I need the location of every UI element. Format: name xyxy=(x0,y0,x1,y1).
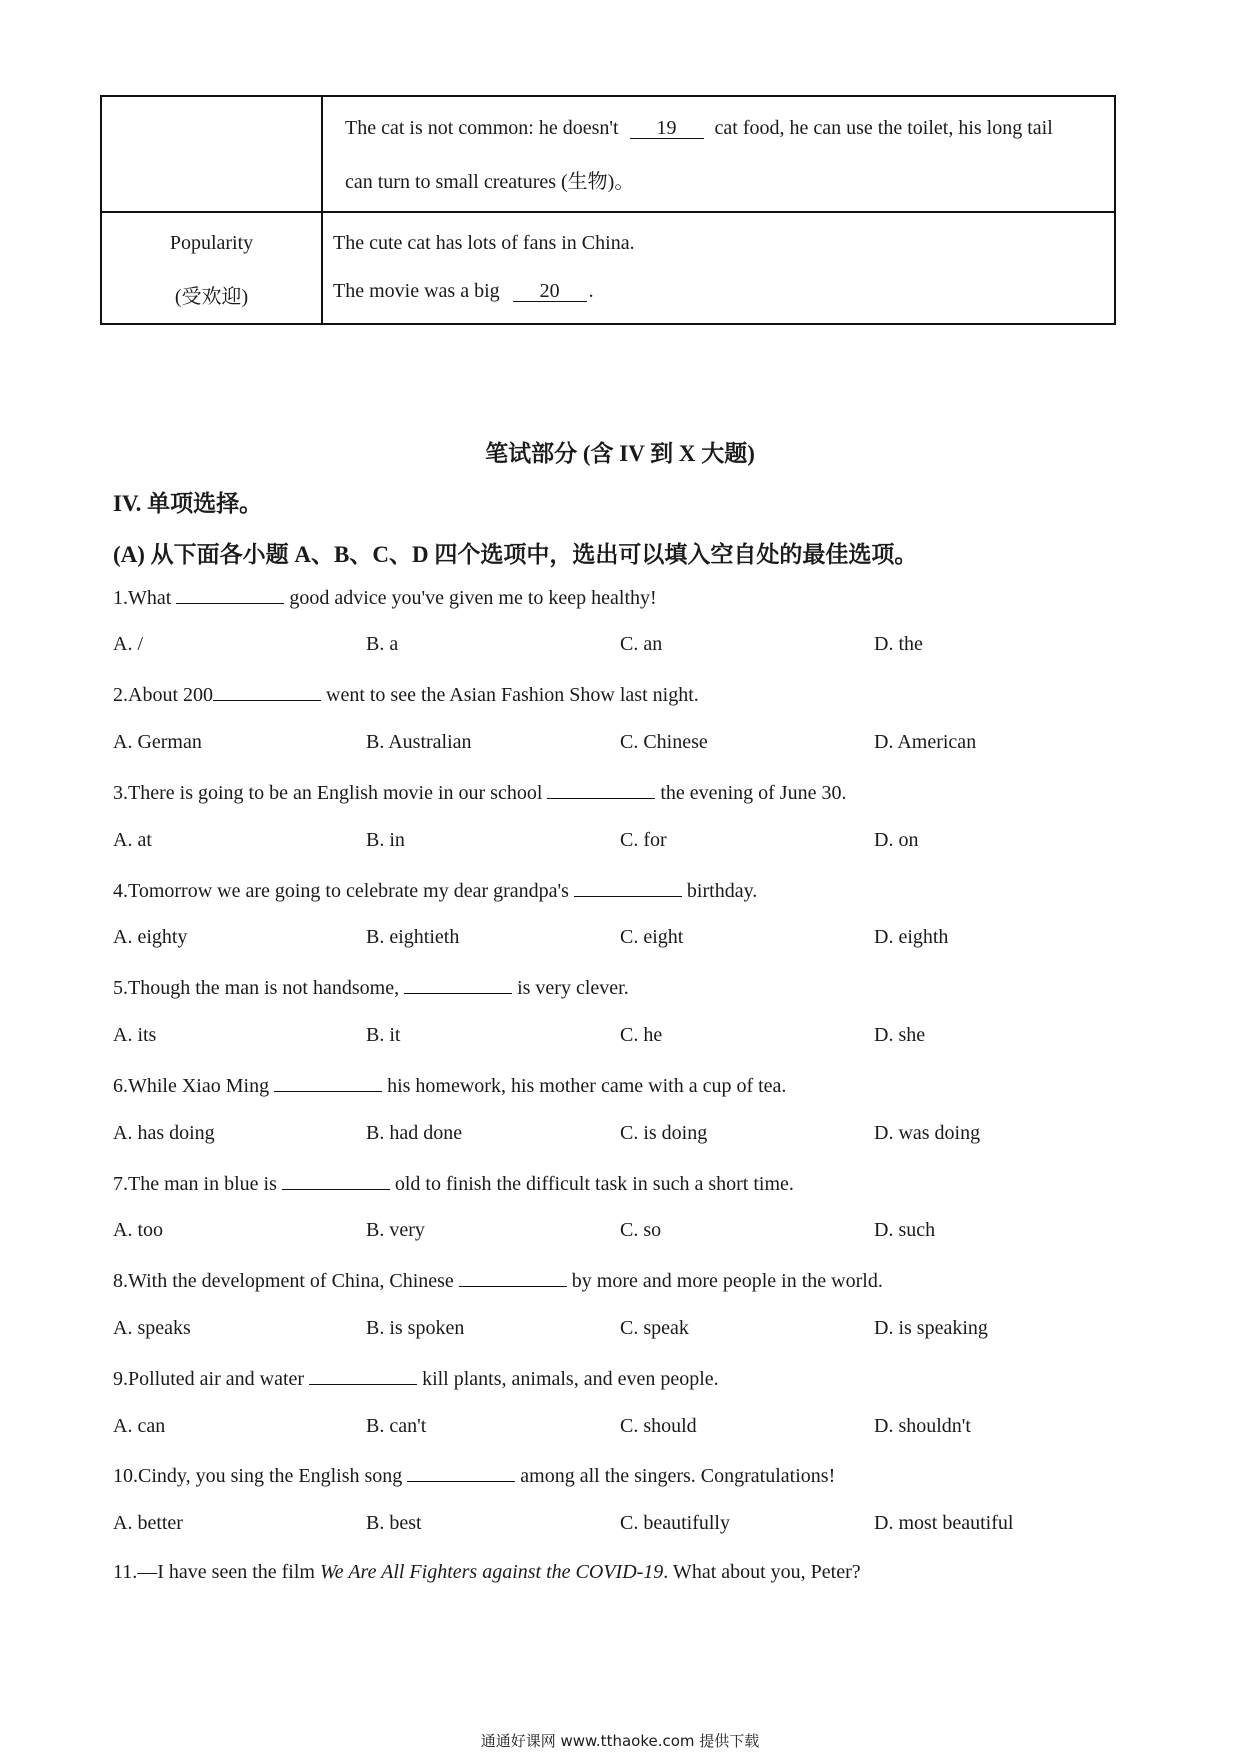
option-b: B. is spoken xyxy=(366,1317,465,1339)
option-a: A. at xyxy=(113,829,152,851)
option-c: C. should xyxy=(620,1415,697,1437)
table-row1-line1 xyxy=(345,117,1053,140)
question-text: 5.Though the man is not handsome, xyxy=(113,977,400,999)
popularity-label-cn: (受欢迎) xyxy=(174,286,249,308)
page-footer: 通通好课网 www.tthaoke.com 提供下载 xyxy=(480,1732,760,1750)
option-b: B. had done xyxy=(366,1122,463,1144)
question-text: 1.What xyxy=(113,587,172,609)
option-a: A. its xyxy=(113,1024,157,1046)
table-row2-line1: The cute cat has lots of fans in China. xyxy=(333,232,635,254)
question-text: the evening of June 30. xyxy=(660,782,847,804)
option-a: A. German xyxy=(113,731,202,753)
option-d: D. she xyxy=(874,1024,926,1046)
option-d: D. the xyxy=(874,633,923,655)
blank-20: 20 xyxy=(513,281,587,302)
option-d: D. most beautiful xyxy=(874,1512,1014,1534)
option-b: B. eightieth xyxy=(366,926,460,948)
answer-blank xyxy=(459,1268,567,1287)
option-c: C. an xyxy=(620,633,663,655)
question-3 xyxy=(113,780,846,805)
question-7 xyxy=(113,1171,794,1196)
option-c: C. beautifully xyxy=(620,1512,730,1534)
question-6 xyxy=(113,1073,786,1098)
option-c: C. Chinese xyxy=(620,731,708,753)
blank-19: 19 xyxy=(630,118,704,139)
answer-blank xyxy=(407,1463,515,1482)
info-table xyxy=(100,95,1116,325)
question-9 xyxy=(113,1366,719,1391)
popularity-label: Popularity xyxy=(169,232,254,254)
question-text: 7.The man in blue is xyxy=(113,1173,277,1195)
question-text: 6.While Xiao Ming xyxy=(113,1075,270,1097)
table-row1-line2: can turn to small creatures (生物)。 xyxy=(345,171,635,193)
question-8 xyxy=(113,1268,883,1293)
option-b: B. a xyxy=(366,633,399,655)
answer-blank xyxy=(404,975,512,994)
row1-text-before-blank: The cat is not common: he doesn't xyxy=(345,117,619,139)
question-text: 2.About 200 xyxy=(113,684,213,706)
answer-blank xyxy=(274,1073,382,1092)
question-text: 9.Polluted air and water xyxy=(113,1368,305,1390)
option-d: D. is speaking xyxy=(874,1317,988,1339)
question-text: old to finish the difficult task in such a short time. xyxy=(394,1173,794,1195)
question-11 xyxy=(113,1561,861,1584)
option-c: C. so xyxy=(620,1219,662,1241)
question-text: is very clever. xyxy=(517,977,629,999)
part-heading: IV. 单项选择。 xyxy=(113,491,263,516)
question-text: 8.With the development of China, Chinese xyxy=(113,1270,454,1292)
option-d: D. American xyxy=(874,731,977,753)
film-title: We Are All Fighters against the COVID-19 xyxy=(319,1561,664,1583)
row2-text-before-blank: The movie was a big xyxy=(333,280,500,302)
table-column-divider xyxy=(321,97,323,323)
question-text: good advice you've given me to keep healthy! xyxy=(289,587,657,609)
question-text: went to see the Asian Fashion Show last night. xyxy=(326,684,699,706)
option-a: A. better xyxy=(113,1512,183,1534)
option-d: D. on xyxy=(874,829,919,851)
option-d: D. was doing xyxy=(874,1122,981,1144)
option-a: A. too xyxy=(113,1219,163,1241)
answer-blank xyxy=(213,682,321,701)
q11-prefix: 11.—I have seen the film xyxy=(113,1561,320,1583)
question-text: 4.Tomorrow we are going to celebrate my dear grandpa's xyxy=(113,880,569,902)
option-c: C. he xyxy=(620,1024,663,1046)
option-a: A. can xyxy=(113,1415,166,1437)
option-c: C. for xyxy=(620,829,667,851)
option-d: D. eighth xyxy=(874,926,949,948)
answer-blank xyxy=(547,780,655,799)
question-2 xyxy=(113,682,699,707)
question-text: his homework, his mother came with a cup of tea. xyxy=(387,1075,787,1097)
table-row-divider xyxy=(102,211,1114,213)
question-text: birthday. xyxy=(686,880,758,902)
question-text: 3.There is going to be an English movie in our school xyxy=(113,782,543,804)
answer-blank xyxy=(176,585,284,604)
sub-heading: (A) 从下面各小题 A、B、C、D 四个选项中，选出可以填入空自处的最佳选项。 xyxy=(113,542,918,567)
option-a: A. has doing xyxy=(113,1122,215,1144)
q11-suffix: . What about you, Peter? xyxy=(663,1561,861,1583)
option-d: D. such xyxy=(874,1219,936,1241)
row2-text-after-blank: . xyxy=(588,280,594,302)
answer-blank xyxy=(282,1171,390,1190)
question-5 xyxy=(113,975,629,1000)
question-4 xyxy=(113,878,757,903)
question-text: among all the singers. Congratulations! xyxy=(520,1465,836,1487)
option-a: A. speaks xyxy=(113,1317,191,1339)
option-b: B. Australian xyxy=(366,731,472,753)
question-1 xyxy=(113,585,657,610)
question-text: 10.Cindy, you sing the English song xyxy=(113,1465,403,1487)
answer-blank xyxy=(574,878,682,897)
option-b: B. best xyxy=(366,1512,422,1534)
table-row2-line2 xyxy=(333,280,594,303)
section-title: 笔试部分 (含 IV 到 X 大题) xyxy=(485,441,755,466)
option-c: C. is doing xyxy=(620,1122,708,1144)
question-10 xyxy=(113,1463,835,1488)
option-c: C. eight xyxy=(620,926,684,948)
question-text: by more and more people in the world. xyxy=(571,1270,883,1292)
option-b: B. in xyxy=(366,829,405,851)
option-a: A. / xyxy=(113,633,143,655)
option-b: B. it xyxy=(366,1024,401,1046)
option-c: C. speak xyxy=(620,1317,689,1339)
option-a: A. eighty xyxy=(113,926,188,948)
option-b: B. can't xyxy=(366,1415,427,1437)
option-b: B. very xyxy=(366,1219,425,1241)
question-text: kill plants, animals, and even people. xyxy=(422,1368,719,1390)
row1-text-after-blank: cat food, he can use the toilet, his long tail xyxy=(714,117,1053,139)
option-d: D. shouldn't xyxy=(874,1415,971,1437)
answer-blank xyxy=(309,1366,417,1385)
